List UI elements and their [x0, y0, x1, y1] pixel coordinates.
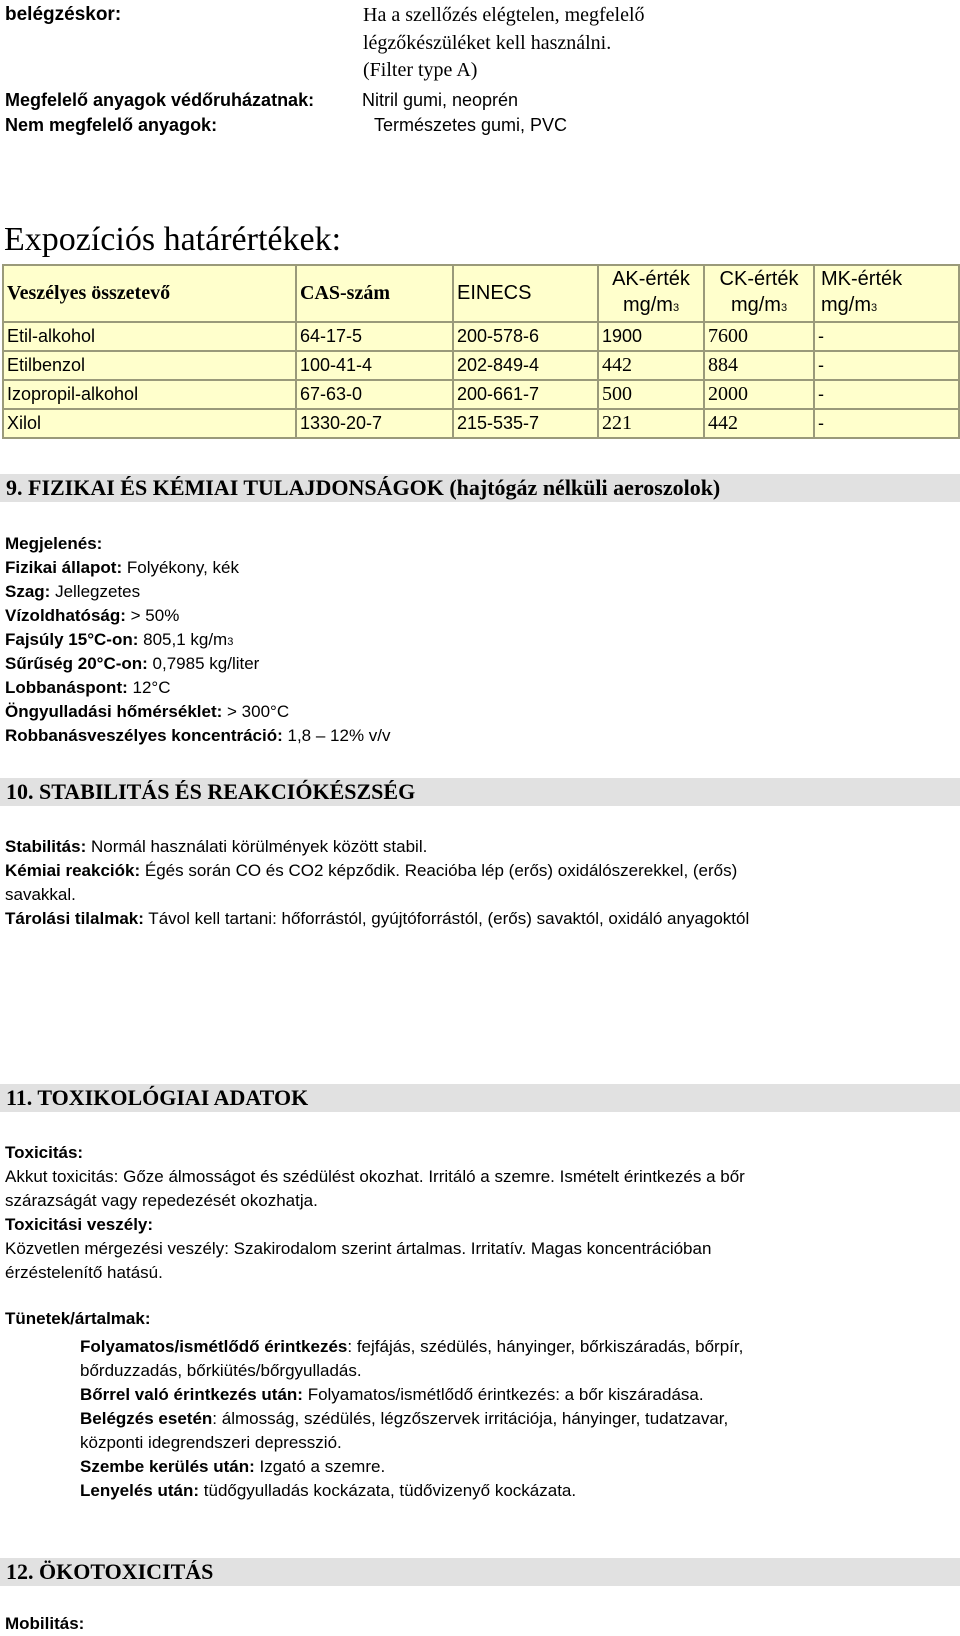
prop-specific-weight: Fajsúly 15°C-on: 805,1 kg/m3	[5, 630, 234, 649]
cell-ak: 1900	[598, 322, 704, 351]
symptom-inhalation-cont: központi idegrendszeri depresszió.	[80, 1433, 342, 1452]
cell-ck: 442	[704, 409, 814, 438]
chem-reactions-line: Kémiai reakciók: Égés során CO és CO2 képződik. Reacióba lép (erős) oxidálószerekkel, (erős)	[5, 861, 738, 880]
prop-explosive-conc: Robbanásveszélyes koncentráció: 1,8 – 12% v/v	[5, 726, 391, 745]
cell-mk: -	[814, 351, 959, 380]
table-row	[3, 351, 959, 380]
toxicity-danger-line-2: érzéstelenítő hatású.	[5, 1263, 163, 1282]
exposure-title: Expozíciós határértékek:	[4, 221, 342, 258]
cell-mk: -	[814, 409, 959, 438]
cell-name: Etil-alkohol	[3, 322, 296, 351]
header-cas: CAS-szám	[296, 265, 453, 322]
unsuitable-materials-label: Nem megfelelő anyagok:	[5, 115, 218, 135]
exposure-table	[2, 264, 960, 439]
cell-ck: 2000	[704, 380, 814, 409]
toxicity-danger-label: Toxicitási veszély:	[5, 1215, 154, 1234]
suitable-materials-value: Nitril gumi, neoprén	[362, 90, 519, 110]
prop-odor: Szag: Jellegzetes	[5, 582, 141, 601]
table-row	[3, 409, 959, 438]
cell-cas: 64-17-5	[296, 322, 453, 351]
toxicity-line-2: szárazságát vagy repedezését okozhatja.	[5, 1191, 318, 1210]
table-row	[3, 322, 959, 351]
exposure-header-row	[3, 265, 959, 322]
cell-cas: 1330-20-7	[296, 409, 453, 438]
breathing-line-1: Ha a szellőzés elégtelen, megfelelő	[363, 4, 645, 26]
prop-physical-state: Fizikai állapot: Folyékony, kék	[5, 558, 239, 577]
appearance-label: Megjelenés:	[5, 534, 103, 553]
unsuitable-materials-value: Természetes gumi, PVC	[374, 115, 568, 135]
toxicity-label: Toxicitás:	[5, 1143, 84, 1162]
cell-einecs: 200-578-6	[453, 322, 598, 351]
breathing-label: belégzéskor:	[5, 4, 122, 25]
header-ak	[598, 265, 704, 322]
suitable-materials-label: Megfelelő anyagok védőruházatnak:	[5, 90, 315, 110]
symptom-repeated-contact-cont: bőrduzzadás, bőrkiütés/bőrgyulladás.	[80, 1361, 362, 1380]
section-11-title: 11. TOXIKOLÓGIAI ADATOK	[6, 1085, 309, 1110]
header-ak-label: AK-érték	[612, 268, 690, 290]
symptom-repeated-contact: Folyamatos/ismétlődő érintkezés: fejfájás, szédülés, hányinger, bőrkiszáradás, bőrpír,	[80, 1337, 744, 1356]
table-row	[3, 380, 959, 409]
header-mk-label: MK-érték	[821, 268, 903, 290]
symptom-inhalation: Belégzés esetén: álmosság, szédülés, légzőszervek irritációja, hányinger, tudatzavar,	[80, 1409, 729, 1428]
header-mk	[814, 265, 959, 322]
cell-ck: 884	[704, 351, 814, 380]
breathing-line-3: (Filter type A)	[363, 59, 478, 81]
cell-ak: 500	[598, 380, 704, 409]
cell-name: Xilol	[3, 409, 296, 438]
header-ck-unit: mg/m3	[730, 294, 788, 316]
symptom-eye-contact: Szembe kerülés után: Izgató a szemre.	[80, 1457, 386, 1476]
header-component: Veszélyes összetevő	[3, 265, 296, 322]
symptom-skin-contact: Bőrrel való érintkezés után: Folyamatos/ismétlődő érintkezés: a bőr kiszáradása.	[80, 1385, 704, 1404]
cell-mk: -	[814, 322, 959, 351]
chem-reactions-cont: savakkal.	[5, 885, 76, 904]
cell-einecs: 215-535-7	[453, 409, 598, 438]
breathing-line-2: légzőkészüléket kell használni.	[363, 32, 612, 54]
header-ak-unit: mg/m3	[622, 294, 680, 316]
prop-density: Sűrűség 20°C-on: 0,7985 kg/liter	[5, 654, 260, 673]
cell-cas: 67-63-0	[296, 380, 453, 409]
header-ck	[704, 265, 814, 322]
header-einecs: EINECS	[453, 265, 598, 322]
section-12-title: 12. ÖKOTOXICITÁS	[6, 1559, 214, 1584]
cell-ak: 221	[598, 409, 704, 438]
toxicity-line-1: Akkut toxicitás: Gőze álmosságot és szédülést okozhat. Irritáló a szemre. Ismételt érintkezés a bőr	[5, 1167, 745, 1186]
storage-restrictions-line: Tárolási tilalmak: Távol kell tartani: hőforrástól, gyújtóforrástól, (erős) savaktól, oxidáló anyagoktól	[5, 909, 750, 928]
prop-flash-point: Lobbanáspont: 12°C	[5, 678, 171, 697]
symptoms-label: Tünetek/ártalmak:	[5, 1309, 151, 1328]
section-9-title: 9. FIZIKAI ÉS KÉMIAI TULAJDONSÁGOK (hajtógáz nélküli aeroszolok)	[6, 475, 721, 500]
toxicity-danger-line-1: Közvetlen mérgezési veszély: Szakirodalom szerint ártalmas. Irritatív. Magas koncentrációban	[5, 1239, 712, 1258]
cell-einecs: 200-661-7	[453, 380, 598, 409]
prop-solubility: Vízoldhatóság: > 50%	[5, 606, 180, 625]
prop-autoignition: Öngyulladási hőmérséklet: > 300°C	[5, 702, 290, 721]
cell-ak: 442	[598, 351, 704, 380]
cell-cas: 100-41-4	[296, 351, 453, 380]
symptom-ingestion: Lenyelés után: tüdőgyulladás kockázata, tüdővizenyő kockázata.	[80, 1481, 577, 1500]
section-10-title: 10. STABILITÁS ÉS REAKCIÓKÉSZSÉG	[6, 779, 416, 804]
cell-ck: 7600	[704, 322, 814, 351]
mobility-label: Mobilitás:	[5, 1614, 85, 1633]
cell-einecs: 202-849-4	[453, 351, 598, 380]
header-ck-label: CK-érték	[719, 268, 799, 290]
cell-mk: -	[814, 380, 959, 409]
stability-line: Stabilitás: Normál használati körülmények között stabil.	[5, 837, 428, 856]
cell-name: Izopropil-alkohol	[3, 380, 296, 409]
cell-name: Etilbenzol	[3, 351, 296, 380]
header-mk-unit: mg/m3	[821, 294, 878, 316]
